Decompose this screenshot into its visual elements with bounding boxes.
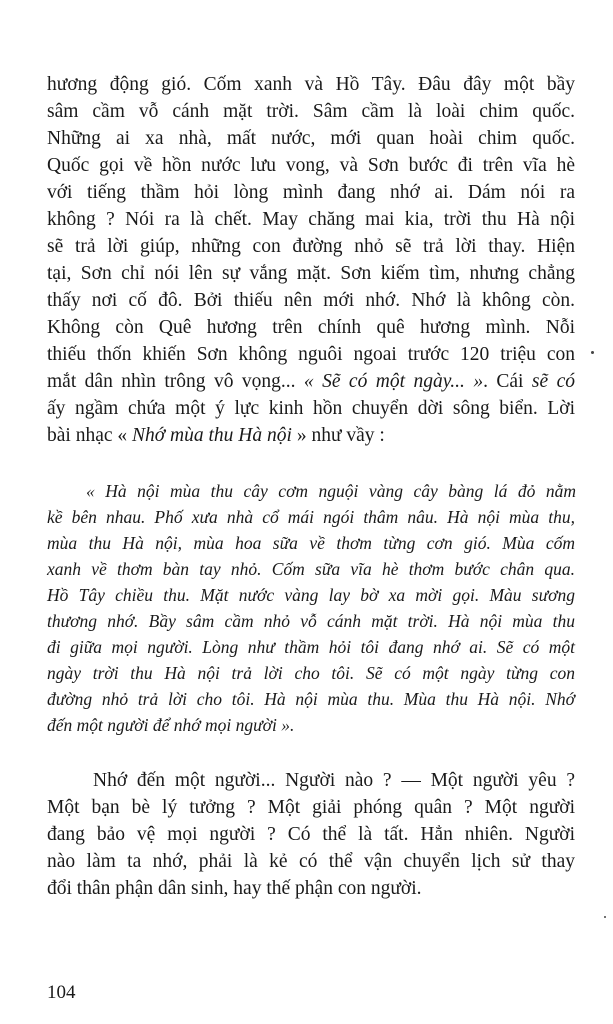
text-line: sâm cầm vỗ cánh mặt trời. Sâm cầm là loài chim quốc. — [47, 101, 575, 122]
quote-line: mùa thu Hà nội, mùa hoa sữa về thơm từng cơn gió. Mùa cốm — [47, 533, 575, 553]
quote-line: ngày trời thu Hà nội trả lời cho tôi. Sẽ có một ngày từng con — [47, 663, 575, 683]
quote-line: « Hà nội mùa thu cây cơm nguội vàng cây bàng lá đỏ nằm — [86, 481, 576, 501]
line-text: » như vầy : — [291, 425, 385, 446]
text-line: Quốc gọi về hồn nước lưu vong, và Sơn bước đi trên vĩa hè — [47, 155, 575, 176]
quote-line: đi giữa mọi người. Lòng như thầm hỏi tôi đang nhớ ai. Sẽ có một — [47, 637, 575, 657]
quote-line: Hồ Tây chiều thu. Mặt nước vàng lay bờ xa mời gọi. Màu sương — [47, 585, 575, 605]
text-line: thiếu thốn khiến Sơn không nguôi ngoai trước 120 triệu con — [47, 344, 575, 365]
text-line-with-title — [47, 425, 575, 447]
text-line: đang bảo vệ mọi người ? Có thể là tất. Hẳn nhiên. Người — [47, 824, 575, 845]
scan-speck — [604, 916, 606, 918]
quote-line: kề bên nhau. Phố xưa nhà cổ mái ngói thâm nâu. Hà nội mùa thu, — [47, 507, 575, 527]
text-line: Nhớ đến một người... Người nào ? — Một người yêu ? — [93, 770, 575, 791]
text-line: với tiếng thầm hỏi lòng mình đang nhớ ai. Dám nói ra — [47, 182, 575, 203]
text-line: ấy ngầm chứa một ý lực kinh hồn chuyển dời sông biển. Lời — [47, 398, 575, 419]
text-line: nào làm ta nhớ, phải là kẻ có thể vận chuyển lịch sử thay — [47, 851, 575, 872]
text-line: đổi thân phận dân sinh, hay thế phận con người. — [47, 878, 422, 899]
text-line: thấy nơi cố đô. Bởi thiếu nên mới nhớ. Nhớ là không còn. — [47, 290, 575, 311]
text-line: Những ai xa nhà, mất nước, mới quan hoài chim quốc. — [47, 128, 575, 149]
emphasis-text: sẽ có — [531, 371, 575, 392]
text-line: Không còn Quê hương trên chính quê hương mình. Nỗi — [47, 317, 575, 338]
page-number: 104 — [47, 982, 76, 1003]
line-text: . Cái — [483, 371, 532, 392]
text-line: sẽ trả lời giúp, những con đường nhỏ sẽ trả lời thay. Hiện — [47, 236, 575, 257]
text-line: tại, Sơn chỉ nói lên sự vắng mặt. Sơn kiếm tìm, nhưng chẳng — [47, 263, 575, 284]
quote-line: đường nhỏ trả lời cho tôi. Hà nội mùa thu. Mùa thu Hà nội. Nhớ — [47, 689, 575, 709]
scan-speck — [591, 351, 594, 354]
text-line: không ? Nói ra là chết. May chăng mai kia, trời thu Hà nội — [47, 209, 575, 230]
line-text: mắt dân nhìn trông vô vọng... — [47, 371, 304, 392]
quote-line: xanh về thơm bàn tay nhỏ. Cốm sữa vĩa hè thơm bước chân qua. — [47, 559, 575, 579]
text-line-with-quote — [47, 371, 575, 393]
text-line: hương động gió. Cốm xanh và Hồ Tây. Đâu đây một bầy — [47, 74, 575, 95]
quote-line: đến một người để nhớ mọi người ». — [47, 715, 295, 735]
inline-quote: « Sẽ có một ngày... » — [303, 371, 484, 392]
song-title: Nhớ mùa thu Hà nội — [132, 425, 292, 446]
text-line: Một bạn bè lý tưởng ? Một giải phóng quân ? Một người — [47, 797, 575, 818]
quote-line: thương nhớ. Bầy sâm cầm nhỏ vỗ cánh mặt trời. Hà nội mùa thu — [47, 611, 575, 631]
line-text: bài nhạc « — [47, 425, 133, 446]
